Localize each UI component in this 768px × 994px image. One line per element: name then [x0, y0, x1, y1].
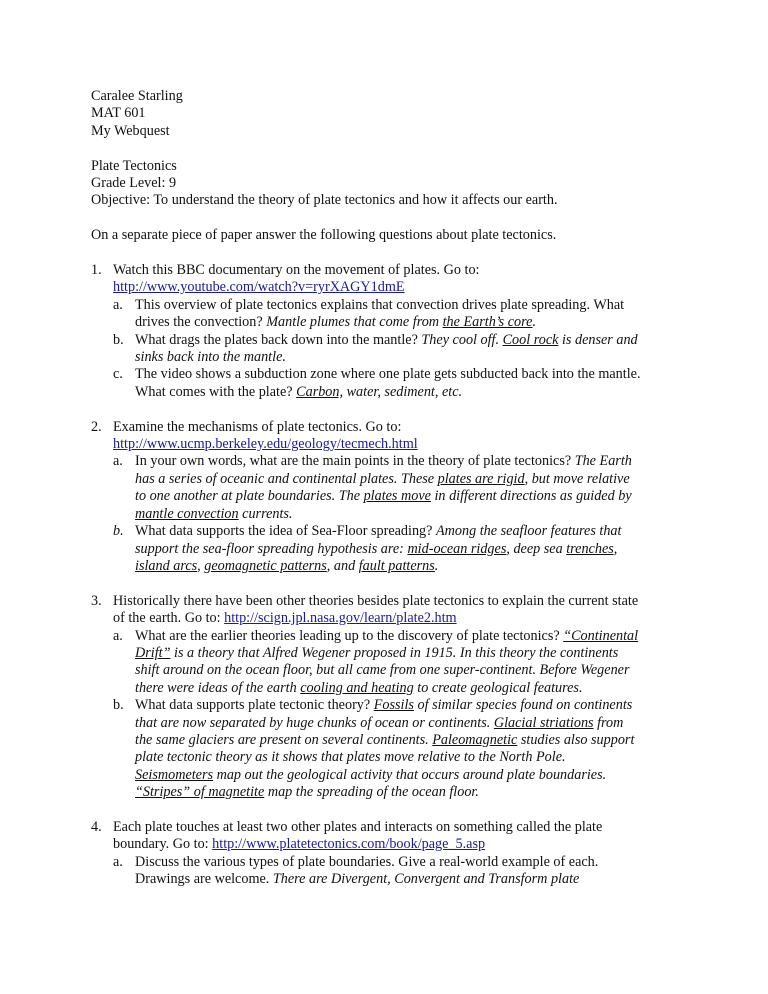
question-3a: a. What are the earlier theories leading up to the discovery of plate tectonics? “Continental Drift” is a theory that Alfred Wegener proposed in 1915. In this theory the continents shift around on the ocean floor, but all came from one super-continent. Before Wegener there were ideas of the earth cooling and heating to create geological features. [113, 627, 639, 696]
question-1c: c. The video shows a subduction zone where one plate gets subducted back into the mantle. What comes with the plate? Carbon, water, sediment, etc. [113, 366, 641, 400]
question-1a: a. This overview of plate tectonics explains that convection drives plate spreading. What drives the convection? Mantle plumes that come from the Earth’s core. [113, 296, 625, 331]
question-1b: b. What drags the plates back down into the mantle? They cool off. Cool rock is denser and sinks back into the mantle. [113, 331, 638, 366]
grade-level: Grade Level: 9 [91, 175, 177, 192]
ucmp-link[interactable]: http://www.ucmp.berkeley.edu/geology/tecmech.html [113, 436, 418, 453]
objective: Objective: To understand the theory of plate tectonics and how it affects our earth. [91, 192, 558, 209]
question-1 [91, 262, 691, 401]
question-number: 1. [91, 262, 102, 279]
nasa-link[interactable]: http://scign.jpl.nasa.gov/learn/plate2.htm [224, 610, 457, 627]
question-number: 2. [91, 418, 102, 435]
instructions: On a separate piece of paper answer the following questions about plate tectonics. [91, 227, 557, 244]
question-2: 2. Examine the mechanisms of plate tectonics. Go to: http://www.ucmp.berkeley.edu/geology/tecmech.html a. In your own words, what are the main points in the theory of plate tectonics? The Earth has a series of oceanic and continental plates. These plates are rigid, but move relative to one another at plate boundaries. The plates move in different directions as guided by mantle convection currents. b. What data supports the idea of Sea-Floor spreading? Among the seafloor features that support the sea-floor spreading hypothesis are: mid-ocean ridges, deep sea trenches, island arcs, geomagnetic patterns, and fault patterns. [91, 419, 691, 576]
youtube-link[interactable]: http://www.youtube.com/watch?v=ryrXAGY1dmE [113, 279, 405, 296]
webquest-document [91, 88, 691, 889]
question-3b: b. What data supports plate tectonic theory? Fossils of similar species found on continents that are now separated by huge chunks of ocean or continents. Glacial striations from the same glaciers are present on several continents. Paleomagnetic studies also support plate tectonic theory as it shows that plates move relative to the North Pole. Seismometers map out the geological activity that occurs around plate boundaries. “Stripes” of magnetite map the spreading of the ocean floor. [113, 697, 635, 801]
question-number: 4. [91, 818, 102, 835]
question-2b: b. What data supports the idea of Sea-Floor spreading? Among the seafloor features that support the sea-floor spreading hypothesis are: mid-ocean ridges, deep sea trenches, island arcs, geomagnetic patterns, and fault patterns. [113, 523, 622, 574]
question-number: 3. [91, 592, 102, 609]
question-text: Watch this BBC documentary on the movement of plates. Go to: [113, 262, 480, 279]
author-name: Caralee Starling [91, 88, 183, 104]
question-2a: a. In your own words, what are the main points in the theory of plate tectonics? The Earth has a series of oceanic and continental plates. These plates are rigid, but move relative to one another at plate boundaries. The plates move in different directions as guided by mantle convection currents. [113, 453, 632, 522]
document-title: My Webquest [91, 122, 170, 139]
topic-title: Plate Tectonics [91, 157, 177, 174]
course-code: MAT 601 [91, 105, 146, 122]
question-4a: a. Discuss the various types of plate boundaries. Give a real-world example of each. Drawings are welcome. There are Divergent, Convergent and Transform plate [113, 853, 599, 888]
question-4: 4. Each plate touches at least two other plates and interacts on something called the plate boundary. Go to: http://www.platetectonics.com/book/page_5.asp a. Discuss the various types of plate boundaries. Give a real-world example of each. Drawings are welcome. There are Divergent, Convergent and Transform plate [91, 819, 691, 889]
question-3: 3. Historically there have been other theories besides plate tectonics to explain the current state of the earth. Go to: http://scign.jpl.nasa.gov/learn/plate2.htm a. What are the earlier theories leading up to the discovery of plate tectonics? “Continental Drift” is a theory that Alfred Wegener proposed in 1915. In this theory the continents shift around on the ocean floor, but all came from one super-continent. Before Wegener there were ideas of the earth cooling and heating to create geological features. b. What data supports plate tectonic theory? Fossils of similar species found on continents that are now separated by huge chunks of ocean or continents. Glacial striations from the same glaciers are present on several continents. Paleomagnetic studies also support plate tectonic theory as it shows that plates move relative to the North Pole. Seismometers map out the geological activity that occurs around plate boundaries. “Stripes” of magnetite map the spreading of the ocean floor. [91, 593, 691, 802]
platetectonics-link[interactable]: http://www.platetectonics.com/book/page_5.asp [212, 836, 486, 853]
